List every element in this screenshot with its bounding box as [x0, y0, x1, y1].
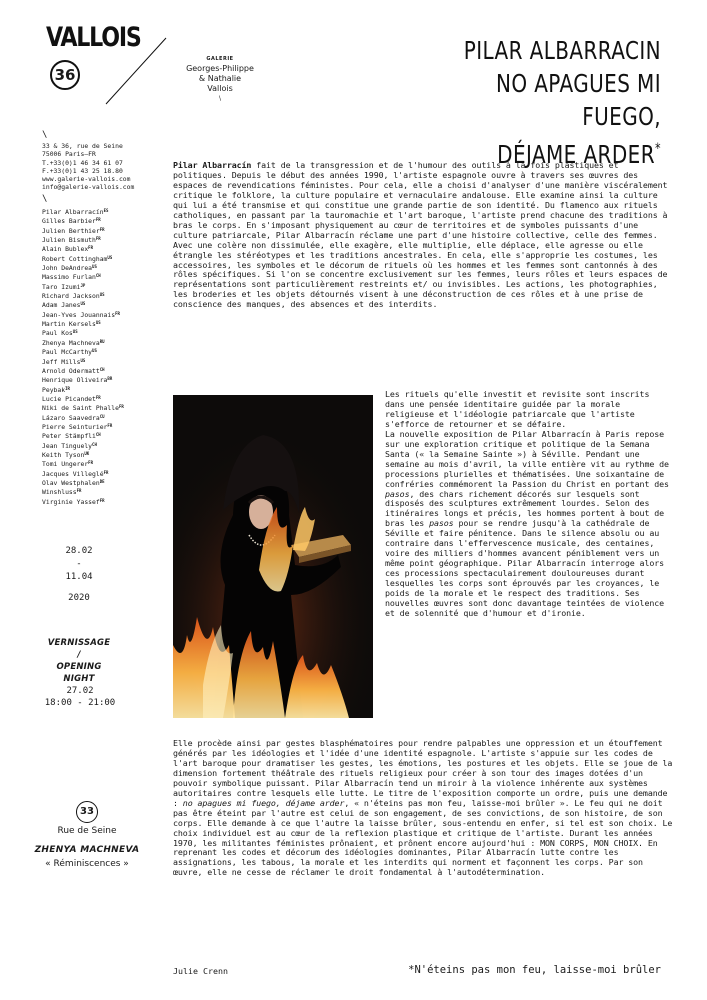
artist-name: Adam Janes [42, 301, 81, 310]
artist-country-tag: FR [99, 226, 105, 232]
artist-name: Lucie Picandet [42, 394, 96, 403]
artist-country-tag: US [92, 348, 97, 354]
artist-country-tag: FR [95, 394, 101, 400]
title-line-1: PILAR ALBARRACIN [463, 36, 661, 65]
artist-country-tag: ES [103, 208, 109, 213]
artist-country-tag: FR [95, 236, 101, 242]
semana-santa-paragraph: Les rituels qu'elle investit et revisite sont inscrits dans une pensée identitaire guidée par la morale religieuse et l'idéologie patriarcale que l'artiste s'efforce de retourner et se défaire. La nouvelle exposition de Pilar Albarracín à Paris repose sur une exploration critique et politique de la Semana Santa (« la Semaine Sainte ») à Séville. Pendant une semaine au mois d'avril, la ville entière vit au rythme de processions plurielles et thématisées. Une soixantaine de confréries commémorent la Passion du Christ en portant des pasos, des chars richement décorés sur lesquels sont disposés des sculptures extrêmement lourdes. Selon des itinéraires longs et précis, les hommes portent à bout de bras les pasos pour se rendre jusqu'à la cathédrale de Séville et faire pénitence. Dans le silence absolu ou au contraire dans l'effervescence musicale, des centaines, voire des milliers d'hommes avancent péniblement vers un même point géographique. Pilar Albarracín interroge alors ces processions spectaculairement douloureuses durant lesquelles les corps sont éprouvés par les croyances, le poids de la morale et le respect des traditions. Ses nouvelles œuvres sont donc davantage teintées de violence et de solennité que d'humour et d'ironie. [385, 389, 669, 618]
artist-country-tag: JP [80, 282, 86, 288]
artist-country-tag: US [99, 292, 105, 298]
artist-list-item[interactable] [42, 300, 124, 309]
artist-country-tag: FR [118, 404, 124, 410]
artist-list-item[interactable] [42, 385, 124, 394]
website-link[interactable]: www.galerie-vallois.com [42, 175, 131, 184]
artist-list [42, 207, 124, 506]
artist-list-item[interactable] [42, 338, 124, 347]
artist-list-item[interactable] [42, 282, 124, 291]
artist-list-item[interactable] [42, 478, 124, 487]
artist-name: Paul Kos [42, 329, 73, 338]
artist-country-tag: CU [99, 413, 105, 419]
artist-country-tag: FR [99, 497, 105, 503]
artist-list-item[interactable] [42, 226, 124, 235]
artist-name: Julien Berthier [42, 226, 100, 235]
artist-list-item[interactable] [42, 497, 124, 506]
artist-name: Keith Tyson [42, 450, 85, 459]
artist-list-item[interactable] [42, 310, 124, 319]
artist-name: Jacques Villeglé [42, 469, 104, 478]
artist-name: Richard Jackson [42, 292, 100, 301]
artist-country-tag: IR [65, 385, 70, 391]
artist-name: Gilles Barbier [42, 217, 96, 226]
space-number-badge: 33 [76, 801, 98, 823]
artist-country-tag: FR [95, 217, 101, 223]
artist-name: John DeAndrea [42, 264, 93, 273]
artist-list-item[interactable] [42, 441, 124, 450]
artist-name: Winshluss [42, 488, 77, 497]
artist-name: Olav Westphalen [42, 478, 100, 487]
artist-list-item[interactable] [42, 244, 124, 253]
artist-name: Zhenya Machneva [42, 338, 100, 347]
artist-country-tag: FR [107, 422, 113, 428]
title-line-2: NO APAGUES MI FUEGO, [495, 69, 661, 131]
other-show-artist: ZHENYA MACHNEVA [34, 845, 140, 855]
artist-list-item[interactable] [42, 413, 124, 422]
opening-night-time [28, 685, 132, 709]
opening-hours: 18:00 - 21:00 [44, 698, 116, 708]
artist-name: Jean-Yves Jouannais [42, 310, 116, 319]
artist-list-item[interactable] [42, 403, 124, 412]
artist-name: Peybak [42, 385, 66, 394]
photo-illustration [173, 395, 373, 718]
artist-country-tag: US [107, 254, 113, 260]
date-start: 28.02 [65, 546, 93, 556]
artist-country-tag: FR [76, 488, 82, 494]
artist-country-tag: FR [115, 310, 120, 316]
gallery-name: GALERIE Georges-Philippe & Nathalie Vallois \ [186, 56, 254, 102]
artist-list-item[interactable] [42, 450, 124, 459]
artist-name: Pierre Seinturier [42, 422, 108, 431]
logo-slash-divider [100, 36, 180, 106]
date-dash: - [76, 559, 82, 569]
space-street: Rue de Seine [57, 826, 117, 836]
artist-country-tag: CH [99, 366, 105, 372]
artist-name: Virginie Yassef [42, 497, 100, 506]
artist-name: Julien Bismuth [42, 236, 96, 245]
artist-list-item[interactable] [42, 487, 124, 496]
artist-country-tag: BR [107, 376, 113, 382]
artist-list-item[interactable] [42, 319, 124, 328]
artist-name: Peter Stämpfli [42, 432, 96, 441]
artist-name: Alain Bublex [42, 245, 89, 254]
artist-list-item[interactable] [42, 216, 124, 225]
artist-country-tag: FR [88, 460, 93, 466]
artist-country-tag: US [80, 357, 86, 363]
artist-name: Henrique Oliveira [42, 376, 108, 385]
date-end: 11.04 [65, 572, 93, 582]
artist-list-item[interactable] [42, 422, 124, 431]
artist-country-tag: DE [99, 478, 105, 484]
vernissage-heading: VERNISSAGE / OPENING NIGHT [47, 638, 111, 684]
artist-list-item[interactable] [42, 375, 124, 384]
artist-country-tag: UK [84, 450, 90, 456]
artist-country-tag: CH [95, 432, 101, 438]
author-signature: Julie Crenn [173, 966, 228, 976]
intro-paragraph: Pilar Albarracín fait de la transgression et de l'humour des outils à la fois plastiques et politiques. Depuis le début des années 1990, l'artiste espagnole ouvre à travers ses œuvres des espaces de revendications féministes. Pour cela, elle a choisi d'analyser d'une manière viscéralement critique le folklore, la culture populaire et vernaculaire andalouse. Elle examine ainsi la culture qui lui a été transmise et qui constitue une grande partie de son identité. Du flamenco aux rituels catholiques, en passant par la tauromachie et l'art baroque, l'artiste prend chacune des traditions à bras le corps. En s'imposant physiquement au cœur de territoires et de symboles puissants d'une culture patriarcale, Pilar Albarracín réclame une part d'une histoire collective, celle des femmes. Avec une colère non dissimulée, elle exagère, elle multiplie, elle déplace, elle agresse ou elle étrangle les stéréotypes et les traditions ancestrales. En cela, elle s'approprie les costumes, les accessoires, les symboles et le décorum de rituels où les hommes et les femmes sont cantonnés à des rôles spécifiques. Si l'on se concentre exclusivement sur les femmes, leurs rôles et leurs espaces de représentations sont particulièrement restreints et/ ou invisibles. Les actions, les photographies, les broderies et les objets détournés visent à une déconstruction de ces rôles et à une prise de conscience des manques, des absences et des interdits. [173, 160, 668, 310]
artist-name: Jeff Mills [42, 357, 81, 366]
closing-paragraph: Elle procède ainsi par gestes blasphématoires pour rendre palpables une oppression et un étouffement générés par les idéologies et l'idée d'une identité espagnole. L'artiste s'appuie sur les codes de l'art baroque pour dramatiser les gestes, les émotions, les postures et les objets. Elle se joue de la dimension fortement théâtrale des rituels religieux pour créer à son tour des images dotées d'un pouvoir symbolique puissant. Pilar Albarracín tend un miroir à la violence inhérente aux systèmes autoritaires contre lesquels elle lutte. Le titre de l'exposition comporte un ordre, puis une demande : no apagues mi fuego, déjame arder, « n'éteins pas mon feu, laisse-moi brûler ». Le feu qui ne doit pas être éteint par l'autre est celui de son engagement, de ses convictions, de son histoire, de son corps. Elle demande à ce que l'autre la laisse brûler, sous-entendu en enfer, si tel est son choix. Le choix individuel est au cœur de la reflexion plastique et critique de l'artiste. Durant les années 1970, les militantes féministes prônaient, et prônent encore aujourd'hui : MON CORPS, MON CHOIX. En reprenant les codes et décorum des idéologies dominantes, Pilar Albarracín lutte contre les assignations, les tabous, la morale et les interdits qui norment et façonnent les corps. Par son œuvre, elle ne cesse de réclamer le droit fondamental à l'autodétermination. [173, 738, 673, 878]
artist-country-tag: FR [88, 245, 93, 251]
artist-country-tag: US [80, 301, 86, 307]
artist-list-item[interactable] [42, 347, 124, 356]
date-year: 2020 [68, 593, 90, 603]
artist-country-tag: RU [99, 338, 105, 344]
artist-name: Tomi Ungerer [42, 460, 89, 469]
artist-list-item[interactable] [42, 207, 124, 216]
artist-list-item[interactable] [42, 459, 124, 468]
artist-name: Jean Tinguely [42, 441, 93, 450]
gallery-logo-wordmark: VALLOIS [46, 22, 141, 53]
address-line: 33 & 36, rue de Seine [42, 142, 123, 151]
artist-list-item[interactable] [42, 254, 124, 263]
artist-list-item[interactable] [42, 431, 124, 440]
artist-country-tag: US [92, 264, 97, 270]
artist-list-item[interactable] [42, 263, 124, 272]
artist-list-item[interactable] [42, 469, 124, 478]
artist-country-tag: US [72, 329, 78, 335]
artist-list-item[interactable] [42, 394, 124, 403]
gallery-logo-number: 36 [50, 60, 80, 90]
artist-list-item[interactable] [42, 291, 124, 300]
artist-name: Lázaro Saavedra [42, 413, 100, 422]
artists-tick: \ [42, 194, 48, 204]
address-line: 75006 Paris–FR [42, 150, 96, 159]
other-show-title: « Réminiscences » [45, 859, 129, 869]
artist-list-item[interactable] [42, 272, 124, 281]
exhibition-title [421, 34, 661, 171]
title-line-3: DÉJAME ARDER* [497, 140, 661, 169]
artist-country-tag: CH [95, 273, 101, 279]
artist-name: Paul McCarthy [42, 348, 93, 357]
artist-name: Robert Cottingham [42, 254, 108, 263]
email-link[interactable]: info@galerie-vallois.com [42, 183, 135, 192]
artist-country-tag: FR [103, 469, 109, 475]
artist-name: Arnold Odermatt [42, 366, 100, 375]
fax: F.+33(0)1 43 25 18.80 [42, 166, 123, 175]
title-footnote: *N'éteins pas mon feu, laisse-moi brûler [408, 964, 661, 976]
artwork-photo [173, 395, 373, 718]
artist-list-item[interactable] [42, 357, 124, 366]
artist-country-tag: US [95, 320, 101, 326]
artist-name: Martin Kersels [42, 320, 96, 329]
exhibition-dates [42, 545, 116, 605]
artist-name: Massimo Furlan [42, 273, 96, 282]
artist-list-item[interactable] [42, 366, 124, 375]
artist-name: Pilar Albarracín [42, 208, 104, 216]
opening-date: 27.02 [66, 686, 94, 696]
artist-list-item[interactable] [42, 235, 124, 244]
gallery-address: \ 33 & 36, rue de Seine 75006 Paris–FR T.+33(0)1 46 34 61 07 F.+33(0)1 43 25 18.80 www.galerie-vallois.com info@galerie-vallois.com [42, 130, 135, 192]
artist-country-tag: CH [92, 441, 97, 447]
artist-list-item[interactable] [42, 328, 124, 337]
artist-name: Niki de Saint Phalle [42, 404, 119, 413]
artist-name: Taro Izumi [42, 282, 81, 291]
phone: T.+33(0)1 46 34 61 07 [42, 158, 123, 167]
